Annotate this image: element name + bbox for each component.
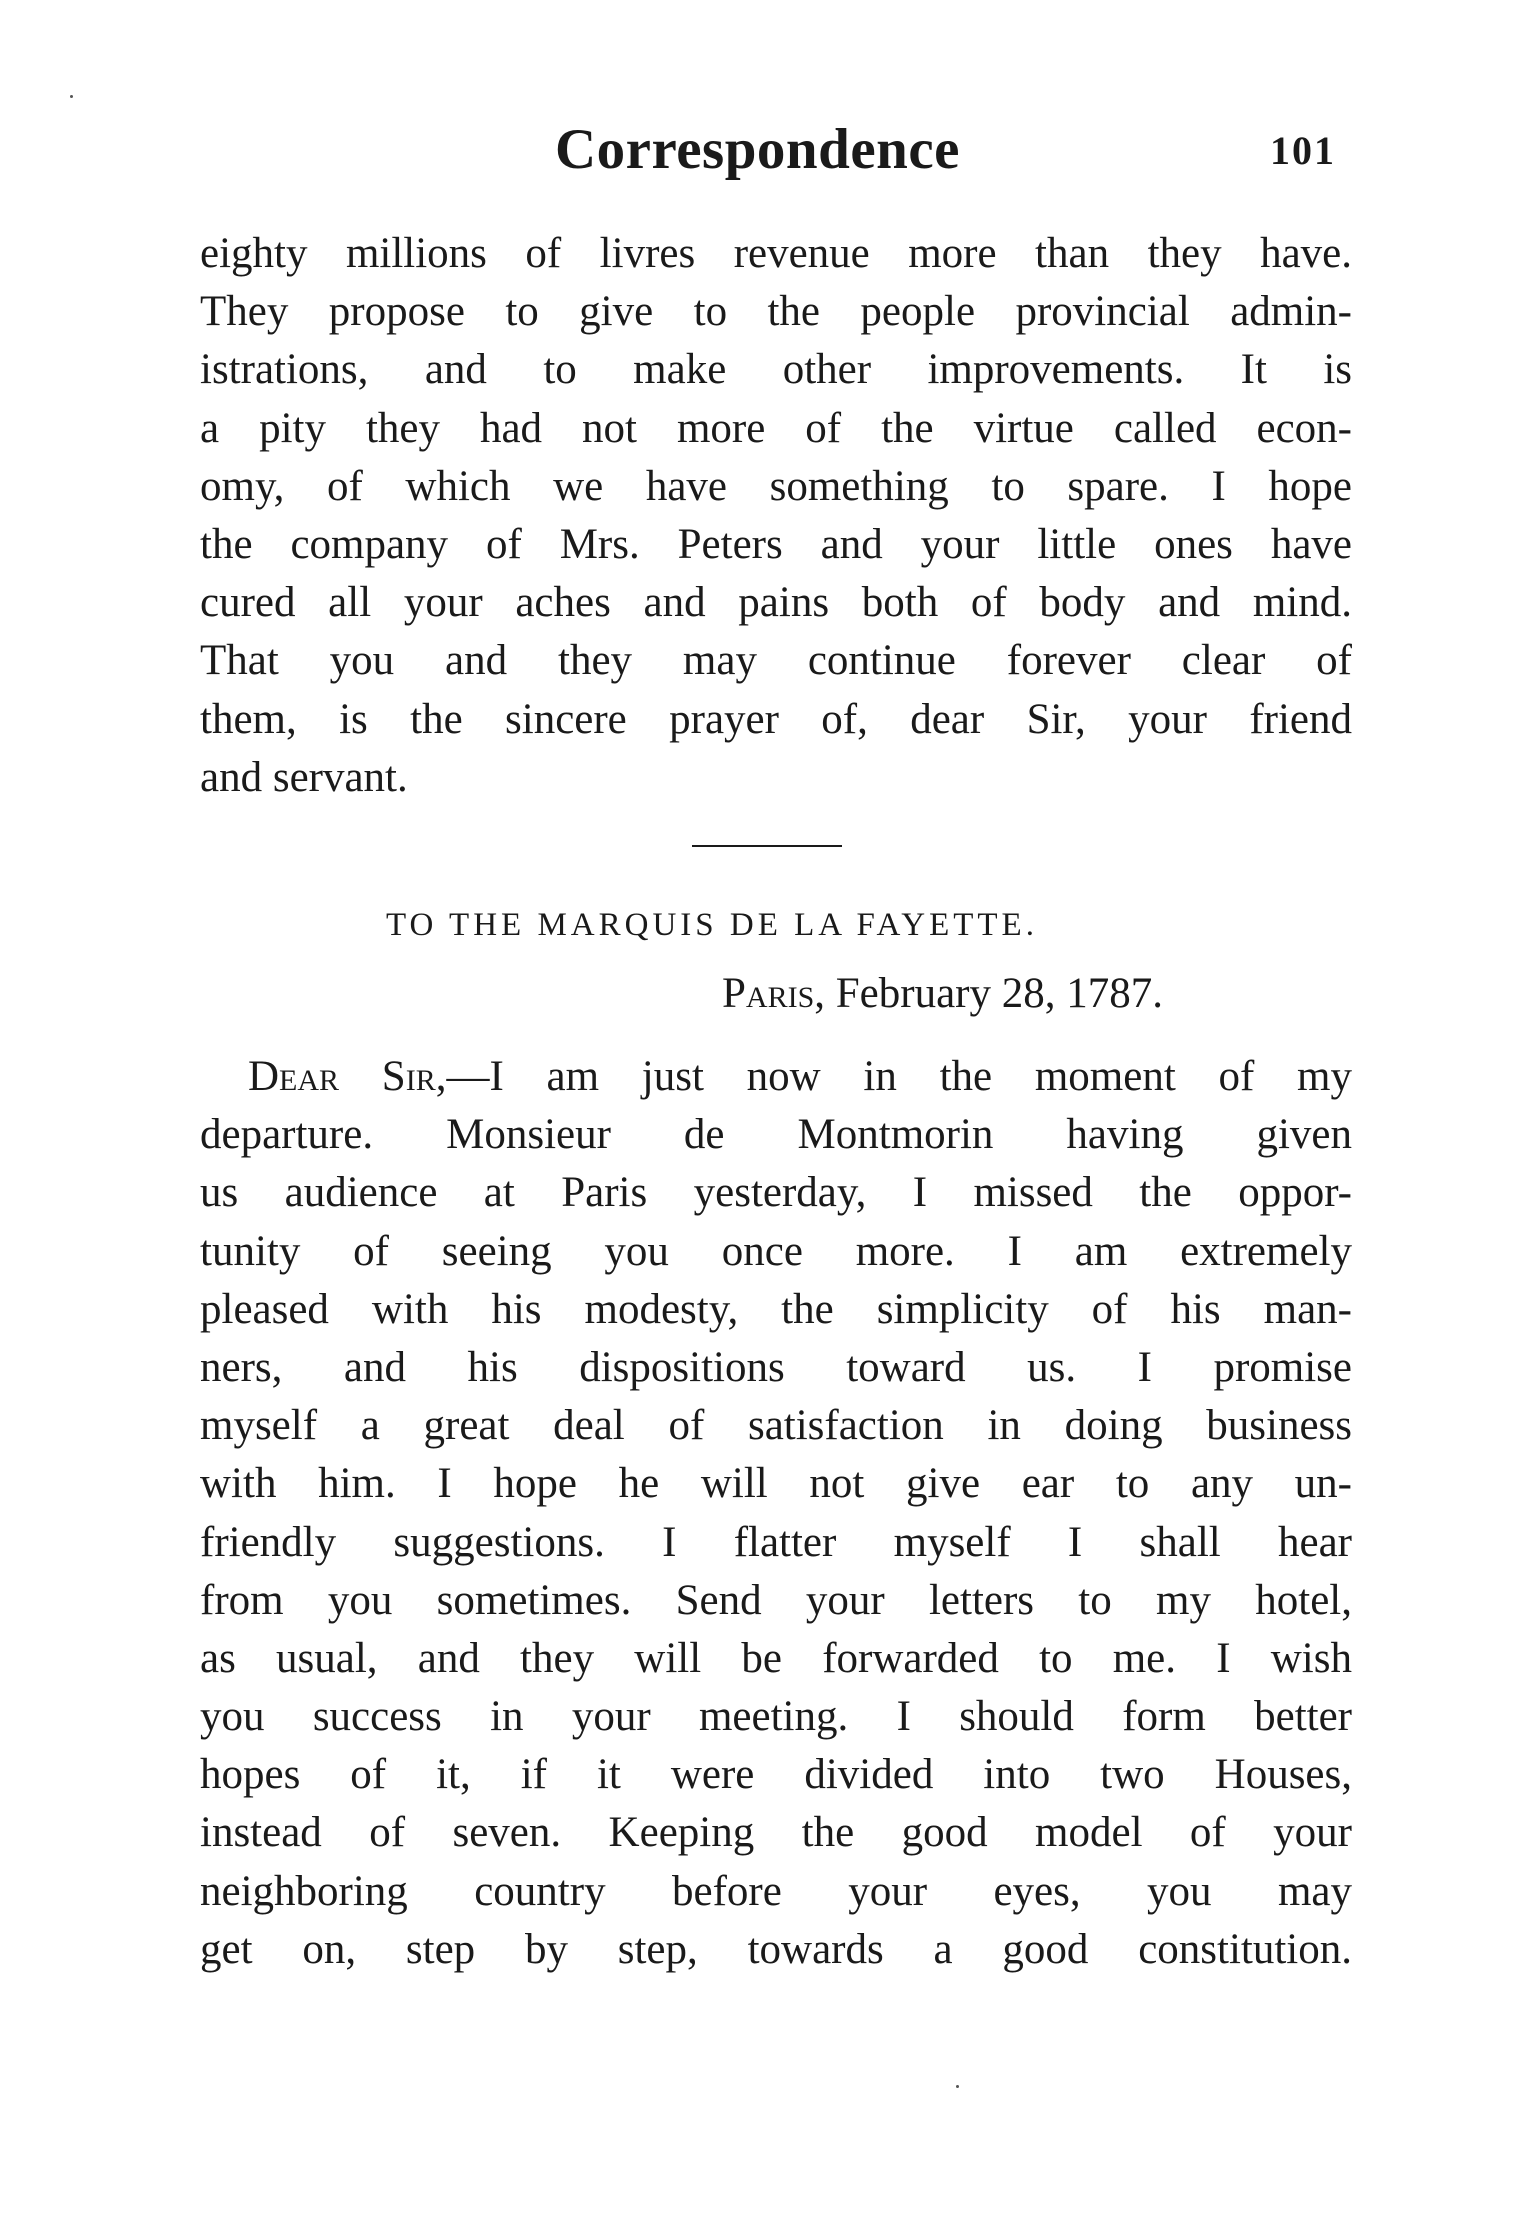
text-line: and servant. [200, 753, 408, 801]
text-line: neighboring country before your eyes, you may [200, 1867, 1352, 1915]
text-line: myself a great deal of satisfaction in doing business [200, 1402, 1352, 1450]
letter-first-line-text: ,—I am just now in the moment of my [435, 1053, 1353, 1100]
page-number: 101 [1270, 128, 1336, 173]
text-line: us audience at Paris yesterday, I missed the oppor- [200, 1169, 1352, 1217]
letter-addressee: TO THE MARQUIS DE LA FAYETTE. [386, 907, 1038, 943]
text-line: them, is the sincere prayer of, dear Sir, your friend [200, 695, 1352, 743]
text-line: eighty millions of livres revenue more than they have. [200, 230, 1352, 277]
text-line: tunity of seeing you once more. I am extremely [200, 1227, 1352, 1275]
running-head-title: Correspondence [555, 118, 960, 181]
text-line: hopes of it, if it were divided into two Houses, [200, 1751, 1352, 1799]
text-line: They propose to give to the people provincial admin- [200, 288, 1352, 336]
letter-salutation: Dear Sir [248, 1053, 436, 1100]
text-line: That you and they may continue forever clear of [200, 637, 1352, 685]
text-line: pleased with his modesty, the simplicity of his man- [200, 1285, 1352, 1333]
text-line: the company of Mrs. Peters and your little ones have [200, 520, 1352, 568]
text-line: a pity they had not more of the virtue called econ- [200, 404, 1352, 452]
letter-dateline [722, 965, 1163, 1023]
text-line: departure. Monsieur de Montmorin having given [200, 1111, 1352, 1159]
text-line: you success in your meeting. I should form better [200, 1693, 1352, 1741]
text-line: friendly suggestions. I flatter myself I shall hear [200, 1518, 1352, 1566]
section-divider [692, 845, 842, 847]
text-line: omy, of which we have something to spare. I hope [200, 462, 1352, 510]
margin-speck [70, 95, 73, 98]
letter-first-line [200, 1048, 1352, 1106]
text-line: as usual, and they will be forwarded to me. I wish [200, 1634, 1352, 1682]
text-line: ners, and his dispositions toward us. I promise [200, 1343, 1352, 1391]
letter-body [200, 1048, 1352, 1979]
letter-place: Paris [722, 970, 815, 1017]
text-line: with him. I hope he will not give ear to any un- [200, 1460, 1352, 1508]
text-line: istrations, and to make other improvements. It is [200, 346, 1352, 394]
text-line: get on, step by step, towards a good constitution. [200, 1925, 1352, 1973]
letter-date: , February 28, 1787. [814, 970, 1163, 1017]
text-line: cured all your aches and pains both of body and mind. [200, 579, 1352, 627]
text-line: instead of seven. Keeping the good model of your [200, 1809, 1352, 1857]
margin-speck [956, 2085, 959, 2088]
text-line: from you sometimes. Send your letters to my hotel, [200, 1576, 1352, 1624]
continuation-paragraph [200, 225, 1352, 807]
